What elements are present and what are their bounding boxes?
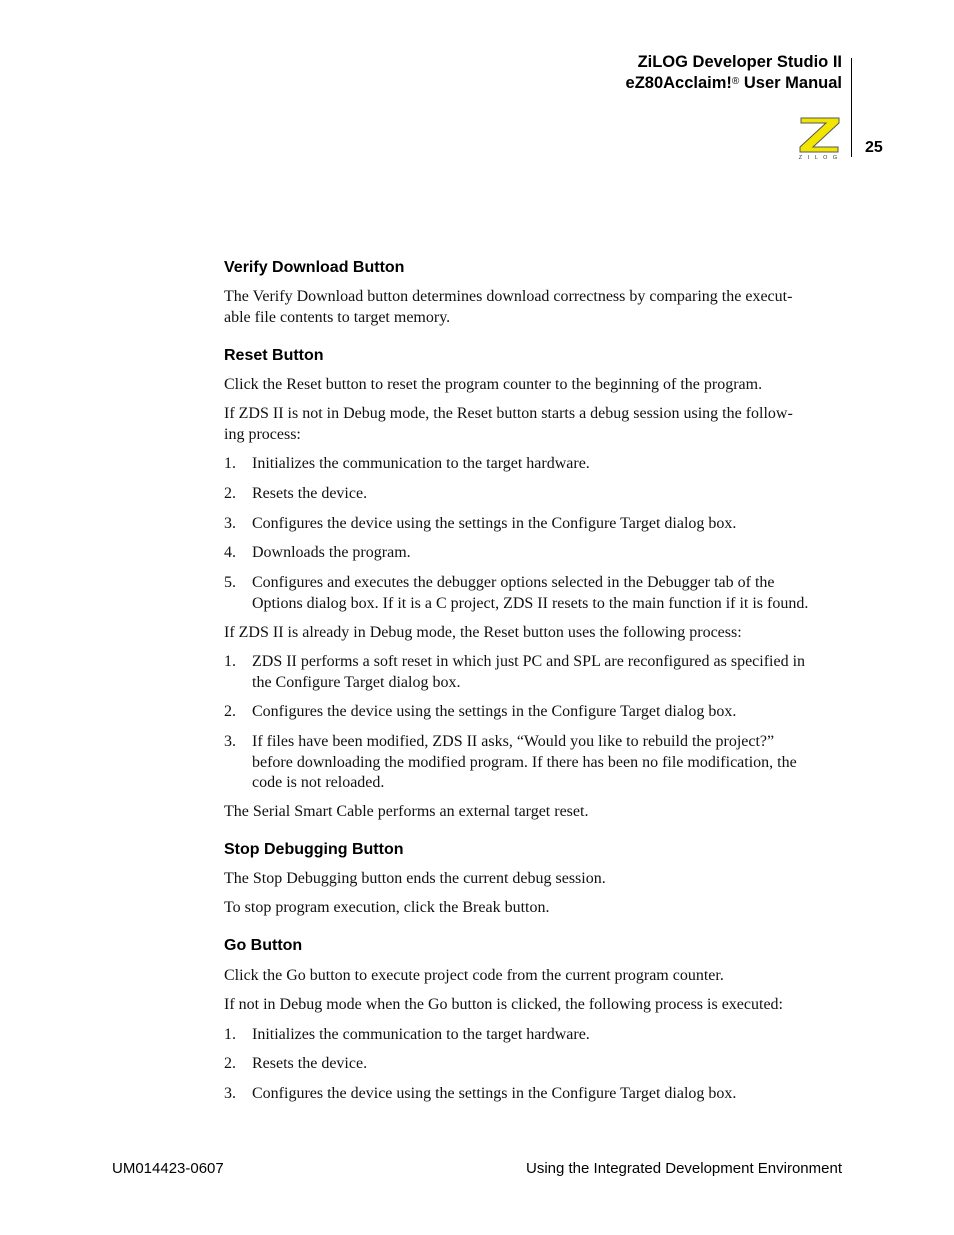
svg-text:Z I L O G: Z I L O G [798,155,840,160]
footer-doc-id: UM014423-0607 [112,1160,224,1177]
footer-chapter: Using the Integrated Development Environment [525,1160,842,1177]
heading-go: Go Button [224,937,303,954]
reset-paragraph-1: Click the Reset button to reset the program counter to the beginning of the program. [224,376,763,393]
heading-verify-download: Verify Download Button [224,259,405,276]
reset-paragraph-3: If ZDS II is already in Debug mode, the Reset button uses the following process: [224,624,742,641]
page-number: 25 [865,139,883,156]
stop-paragraph-1: The Stop Debugging button ends the current debug session. [224,870,606,887]
reset-paragraph-2: If ZDS II is not in Debug mode, the Reset button starts a debug session using the follow- ing process: [224,405,793,443]
header-divider [851,58,852,157]
stop-paragraph-2: To stop program execution, click the Break button. [224,899,550,916]
go-paragraph-1: Click the Go button to execute project code from the current program counter. [224,967,724,984]
go-paragraph-2: If not in Debug mode when the Go button is clicked, the following process is executed: [224,996,783,1013]
heading-stop-debugging: Stop Debugging Button [224,841,404,858]
header-product-title: ZiLOG Developer Studio II [637,53,842,71]
header-manual-title: eZ80Acclaim!® User Manual [625,74,842,92]
verify-paragraph: The Verify Download button determines download correctness by comparing the execut- able file contents to target memory. [224,288,793,326]
heading-reset: Reset Button [224,347,324,364]
running-header [626,52,842,94]
zilog-logo-icon [797,114,841,160]
reset-paragraph-4: The Serial Smart Cable performs an external target reset. [224,803,589,820]
